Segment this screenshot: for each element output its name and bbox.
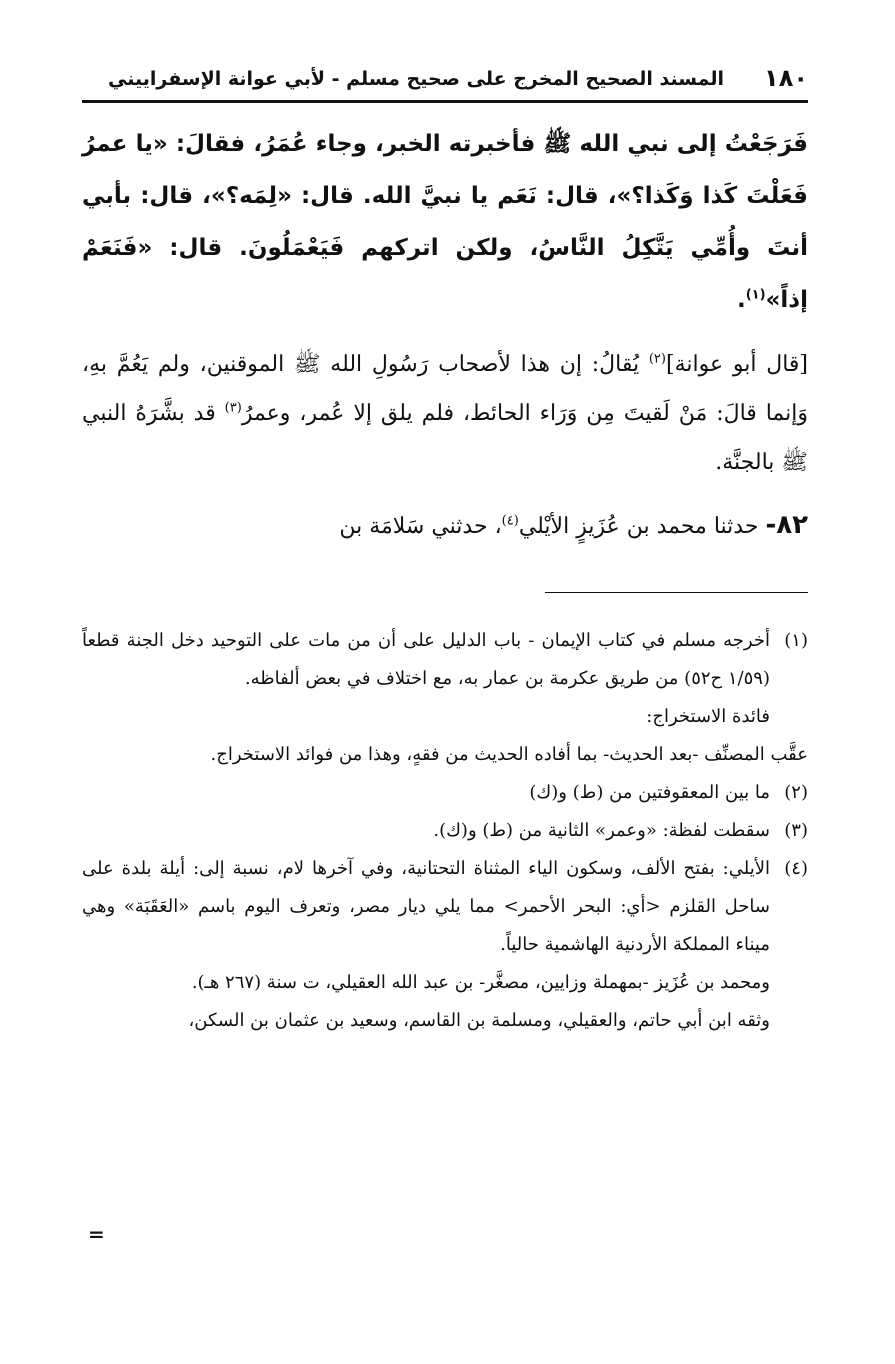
main-text [82,118,808,551]
footnote-text: أخرجه مسلم في كتاب الإيمان - باب الدليل على أن من مات على التوحيد دخل الجنة قطعاً (١/٥٩ ح٥٢) من طريق عكرمة بن عمار به، مع اختلاف في بعض ألفاظه. [82,630,770,689]
page-number: ١٨٠ [764,64,808,92]
footnote-ref-3[interactable]: (٣) [224,400,242,416]
footnote-4-text-2: ومحمد بن عُزَيز -بمهملة وزايين، مصغَّر- بن عبد الله العقيلي، ت سنة (٢٦٧ هـ). [191,972,770,993]
hadith-number: ٨٢- [765,510,808,540]
footnote-text: الأيلي: بفتح الألف، وسكون الياء المثناة التحتانية، وفي آخرها لام، نسبة إلى: أيلة بلدة على ساحل القلزم <أي: البحر الأحمر> مما يلي ديار مصر، وتعرف اليوم باسم «العَقَبَة» وهي ميناء المملكة الأردنية الهاشمية حالياً. [82,858,770,955]
footnote-2 [82,774,808,812]
footnote-ref-4[interactable]: (٤) [501,513,519,529]
header-rule [82,100,808,103]
period: . [736,287,746,313]
footnote-number: (٣) [784,820,808,841]
footnote-text: سقطت لفظة: «وعمر» الثانية من (ط) و(ك). [433,820,770,841]
hadith-82-start [82,501,808,551]
footnote-4 [82,850,808,964]
hadith-continuation-paragraph [82,118,808,326]
comment-text-b: قد بشَّرَهُ النبي ﷺ بالجنَّة. [82,401,808,475]
bold-text: فَرَجَعْتُ إلى نبي الله ﷺ فأخبرته الخبر، وجاء عُمَرُ، فقالَ: «يا عمرُ فَعَلْتَ كَذا وَكَذا؟»، قال: نَعَم يا نبيَّ الله. قال: «لِمَه؟»، قال: بأبي أنتَ وأُمِّي يَتَّكِلُ النَّاسُ، ولكن اتركهم فَيَعْمَلُونَ. قال: «فَنَعَمْ إذاً» [82,131,808,313]
running-header [82,62,808,100]
footnote-4-text-3: وثقه ابن أبي حاتم، والعقيلي، ومسلمة بن القاسم، وسعيد بن عثمان بن السكن، [188,1010,770,1031]
footnote-number: (١) [784,630,808,651]
isnad-text-a: حدثنا محمد بن عُزَيزٍ الأيْلي [518,514,766,539]
running-title: المسند الصحيح المخرج على صحيح مسلم - لأبي عوانة الإسفراييني [108,68,724,90]
footnote-1-benefit-title: فائدة الاستخراج: [646,706,770,727]
continuation-mark: = [88,1222,105,1246]
footnotes [82,622,808,1040]
footnote-1 [82,622,808,698]
footnote-3 [82,812,808,850]
footnote-separator [545,592,808,593]
footnote-text: ما بين المعقوفتين من (ط) و(ك) [529,782,770,803]
footnote-number: (٢) [784,782,808,803]
footnote-number: (٤) [784,858,808,879]
comment-text-a: يُقالُ: إن هذا لأصحاب رَسُولِ الله ﷺ الموقنين، ولم يَعُمَّ بهِ، وَإنما قالَ: مَنْ لَقيتَ مِن وَرَاء الحائط، فلم يلق إلا عُمر، وعمرُ [82,352,809,426]
footnote-ref-2[interactable]: (٢) [648,351,666,367]
footnote-ref-1[interactable]: (١) [745,287,766,303]
isnad-text-b: ، حدثني سَلامَة بن [339,514,502,539]
footnote-1-benefit-text: عقَّب المصنِّف -بعد الحديث- بما أفاده الحديث من فقهٍ، وهذا من فوائد الاستخراج. [210,744,808,765]
author-comment-paragraph [82,340,808,487]
bracket-attribution: [قال أبو عوانة] [665,352,808,377]
